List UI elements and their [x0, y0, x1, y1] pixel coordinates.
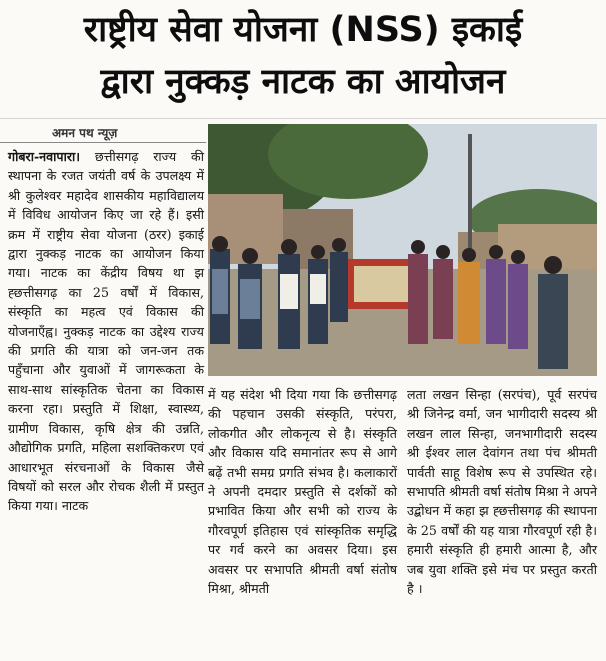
dateline: गोबरा-नवापारा। — [8, 149, 81, 164]
headline-line-2: द्वारा नुक्कड़ नाटक का आयोजन — [100, 62, 506, 102]
article-column-3 — [407, 385, 597, 598]
column-3-text: लता लखन सिन्हा (सरपंच), पूर्व सरपंच श्री जिनेन्द्र वर्मा, जन भागीदारी सदस्य श्री लखन लाल सिन्हा, जनभागीदारी सदस्य श्री ईश्वर लाल देवांगन तथा पंच श्रीमती पार्वती साहू विशेष रूप से उपस्थित रहे। सभापति श्रीमती वर्षा संतोष मिश्रा ने अपने उद्बोधन में कहा झ ह्छत्तीसगढ़ की स्थापना के 25 वर्षों की यह यात्रा गौरवपूर्ण रही है। हमारी संस्कृति ही हमारी आत्मा है, और जब युवा शक्ति इसे मंच पर प्रस्तुत करती है । — [407, 387, 597, 597]
event-photo — [208, 124, 597, 376]
news-source: अमन पथ न्यूज़ — [52, 126, 118, 140]
event-photo-illustration — [208, 124, 597, 376]
article-column-2 — [208, 385, 397, 598]
column-1-text: छत्तीसगढ़ राज्य की स्थापना के रजत जयंती वर्ष के उपलक्ष्य में श्री कुलेश्वर महादेव शासकीय महाविद्यालय में विविध आयोजन किए जा रहे हैं। इसी क्रम में राष्ट्रीय सेवा योजना (ठरर) इकाई द्वारा नुक्कड़ नाटक का आयोजन किया गया। नाटक का केंद्रीय विषय था झ ह्छत्तीसगढ़ का 25 वर्षों में विकास, संस्कृति का महत्व एवं विकास की योजनाएँह्व। नुक्कड़ नाटक का उद्देश्य राज्य की प्रगति की यात्रा को जन-जन तक पहुँचाना और युवाओं में जागरूकता के साथ-साथ सांस्कृतिक चेतना का विकास करना रहा। प्रस्तुति में शिक्षा, स्वास्थ्य, ग्रामीण विकास, कृषि क्षेत्र की उन्नति, औद्योगिक प्रगति, महिला सशक्तिकरण एवं आधारभूत संरचनाओं के विकास जैसे विषयों को सरल और रोचक शैली में प्रस्तुत किया गया। नाटक — [8, 149, 204, 514]
article-column-1 — [8, 147, 204, 516]
header-rule — [0, 118, 606, 119]
headline — [0, 4, 606, 108]
headline-line-1: राष्ट्रीय सेवा योजना (NSS) इकाई — [83, 10, 523, 50]
source-underline — [0, 142, 206, 143]
column-2-text: में यह संदेश भी दिया गया कि छत्तीसगढ़ की पहचान उसकी संस्कृति, परंपरा, लोकगीत और लोकनृत्य से है। संस्कृति और विकास यदि समानांतर रूप से आगे बढ़ें तभी समग्र प्रगति संभव है। कलाकारों ने अपनी दमदार प्रस्तुति से दर्शकों को प्रभावित किया और सभी को राज्य के गौरवपूर्ण इतिहास एवं सांस्कृतिक समृद्धि पर गर्व करने का अवसर दिया। इस अवसर पर सभापति श्रीमती वर्षा संतोष मिश्रा, श्रीमती — [208, 387, 397, 597]
